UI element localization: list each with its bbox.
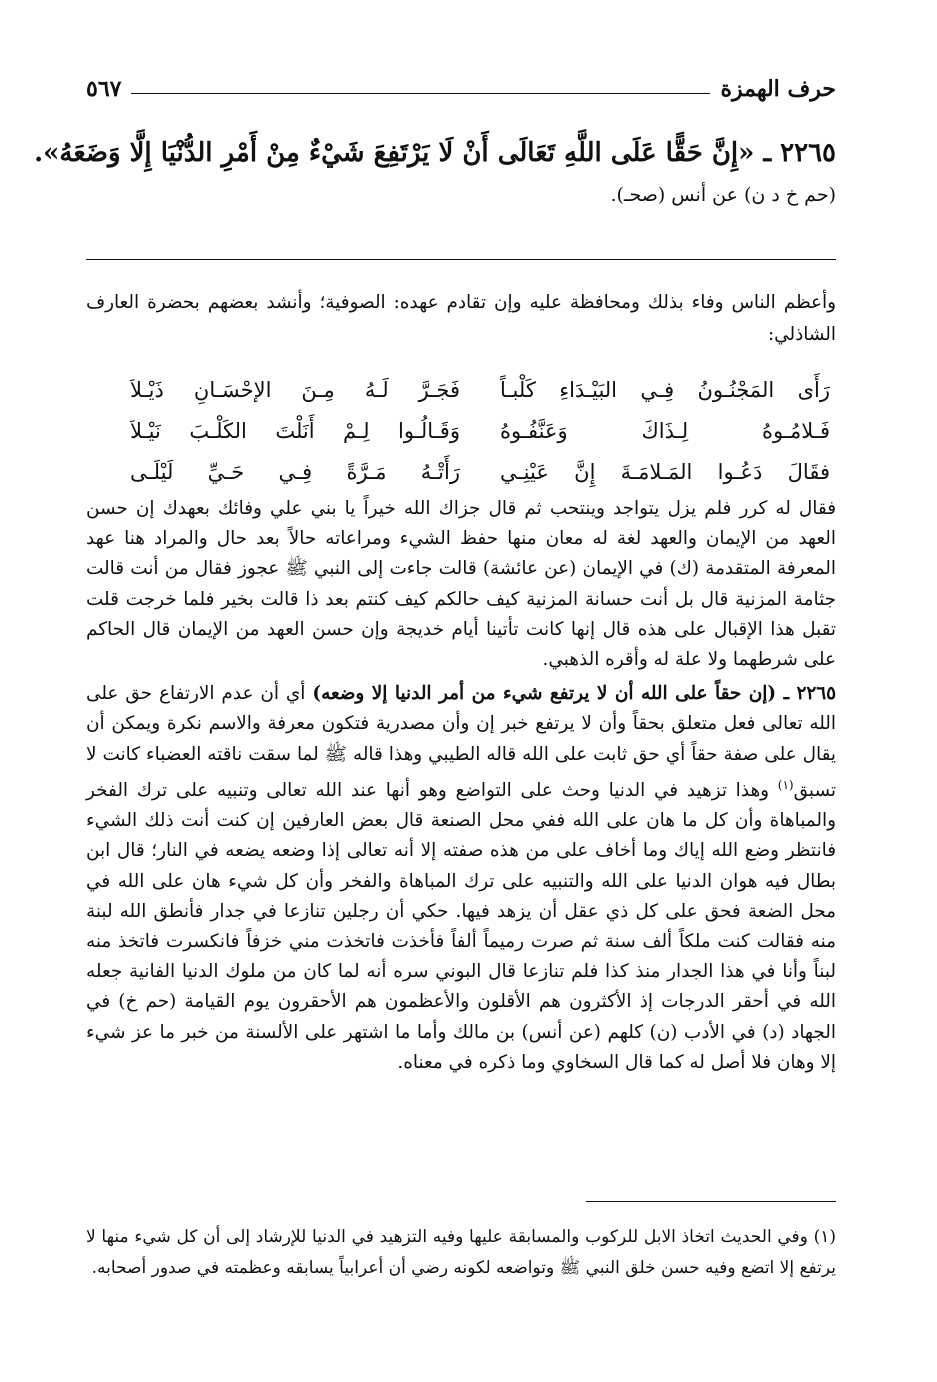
section-divider — [86, 259, 836, 260]
page-header — [86, 72, 836, 106]
commentary-paragraph-2 — [86, 679, 836, 1078]
poem-hemistich-right: فَـلامُـوهُ لِـذَاكَ وَعَنَّفُـوهُ — [500, 419, 830, 443]
poem-verse — [130, 452, 830, 493]
poem-hemistich-left: فَجَـرَّ لَـهُ مِـنَ الإحْسَـانِ ذَيْـلاَ — [130, 378, 460, 402]
poem-verse — [130, 411, 830, 452]
commentary-body — [86, 494, 836, 1082]
footnote: (١) وفي الحديث اتخاذ الابل للركوب والمسابقة عليها وفيه التزهيد في الدنيا للإرشاد إلى أن كل شيء منها لا يرتفع إلا اتضع وفيه حسن خلق النبي ﷺ وتواضعه لكونه رضي أن أعرابياً يسابقه وعظمته في صدور أصحابه. — [86, 1227, 836, 1278]
poem-verse — [130, 370, 830, 411]
hadith-block — [34, 128, 836, 212]
footnote-reference[interactable]: (١) — [777, 777, 794, 792]
hadith-source: (حم خ د ن) عن أنس (صحـ). — [610, 184, 836, 206]
commentary-paragraph-1: فقال له كرر فلم يزل يتواجد وينتحب ثم قال جزاك الله خيراً يا بني علي وفائك بعهدك إن حسن العهد من الإيمان والعهد لغة له معان منها حفظ الشيء ومراعاته حالاً بعد حال والمراد هنا عهد المعرفة المتقدمة (ك) في الإيمان (عن عائشة) قالت جاءت إلى النبي ﷺ عجوز فقال من أنت قالت جثامة المزنية قال بل أنت حسانة المزنية كيف حالكم كيف كنتم بعد ذا قالت بخير فلما خرجت قلت تقبل هذا الإقبال على هذه قال إنها كانت تأتينا أيام خديجة وإن حسن العهد من الإيمان قال الحاكم على شرطهما ولا علة له وأقره الذهبي. — [86, 498, 836, 671]
intro-paragraph: وأعظم الناس وفاء بذلك ومحافظة عليه وإن تقادم عهده: الصوفية؛ وأنشد بعضهم بحضرة العارف الشاذلي: — [86, 292, 836, 345]
chapter-title: حرف الهمزة — [720, 76, 836, 102]
poem-hemistich-left: وَقَـالُـوا لِـمْ أَنَلْتَ الكَلْـبَ نَيْـلاَ — [130, 419, 460, 443]
commentary-text-a: أي أن عدم الارتفاع حق على الله تعالى فعل متعلق بحقاً وأن لا يرتفع خبر إن وأن مصدرية فتكون معرفة والاسم نكرة ويمكن أن يقال على صفة حقاً أي حق ثابت على الله قاله الطيبي وهذا قاله ﷺ لما سقت ناقته العضباء كانت لا تسبق — [86, 683, 836, 801]
header-rule — [131, 93, 710, 94]
commentary-intro — [86, 287, 836, 350]
footnote-rule — [586, 1201, 836, 1202]
page-number: ٥٦٧ — [86, 76, 122, 102]
hadith-lead: ٢٢٦٥ ـ (إن حقاً على الله أن لا يرتفع شيء من أمر الدنيا إلا وضعه) — [312, 683, 837, 705]
poem-hemistich-right: فقَالَ دَعُـوا المَـلامَـةَ إِنَّ عَيْنِـي — [500, 460, 830, 484]
hadith-text: ٢٢٦٥ ـ «إِنَّ حَقًّا عَلَى اللَّهِ تَعَالَى أَنْ لَا يَرْتَفِعَ شَيْءٌ مِنْ أَمْرِ الدُّنْيَا إِلَّا وَضَعَهُ». — [34, 138, 836, 168]
commentary-text-b: وهذا تزهيد في الدنيا وحث على التواضع وهو أنها عند الله تعالى وتنبيه على ترك الفخر والمباهاة وأن كل ما هان على الله ففي محل الصنعة قال بعض العارفين إن كنت أنت ذلك الشيء فانتظر وضع الله إياك وما أخاف على من هذه صفته إلا أنه تعالى إذا وضعه يضعه في النار؛ قال ابن بطال فيه هوان الدنيا على الله والتنبيه على ترك المباهاة والفخر وأن كل شيء هان على الله في محل الضعة فحق على كل ذي عقل أن يزهد فيها. حكي أن رجلين تنازعا في جدار فأنطق الله لبنة منه فقالت كنت ملكاً ألف سنة ثم صرت رميماً ألفاً فأخذت فاتخذت مني خزفاً فانكسرت فاتخذ منه لبناً وأنا في هذا الجدار منذ كذا فلم تنازعا قال البوني سره أنه لما كان من ملوك الدنيا الفانية جعله الله في أحقر الدرجات إذ الأكثرون هم الأقلون والأعظمون هم الأحقرون يوم القيامة (حم خ) في الجهاد (د) في الأدب (ن) كلهم (عن أنس) بن مالك وأما ما اشتهر على الألسنة من خبر ما عز شيء إلا وهان فلا أصل له كما قال السخاوي وما ذكره في معناه. — [86, 779, 836, 1073]
poem — [130, 370, 830, 493]
poem-hemistich-left: رَأَتْـهُ مَـرَّةً فِـي حَـيِّ لَيْلَـى — [130, 460, 460, 484]
poem-hemistich-right: رَأَى المَجْنُـونُ فِـي البَيْـدَاءِ كَلْبـاً — [500, 378, 830, 402]
